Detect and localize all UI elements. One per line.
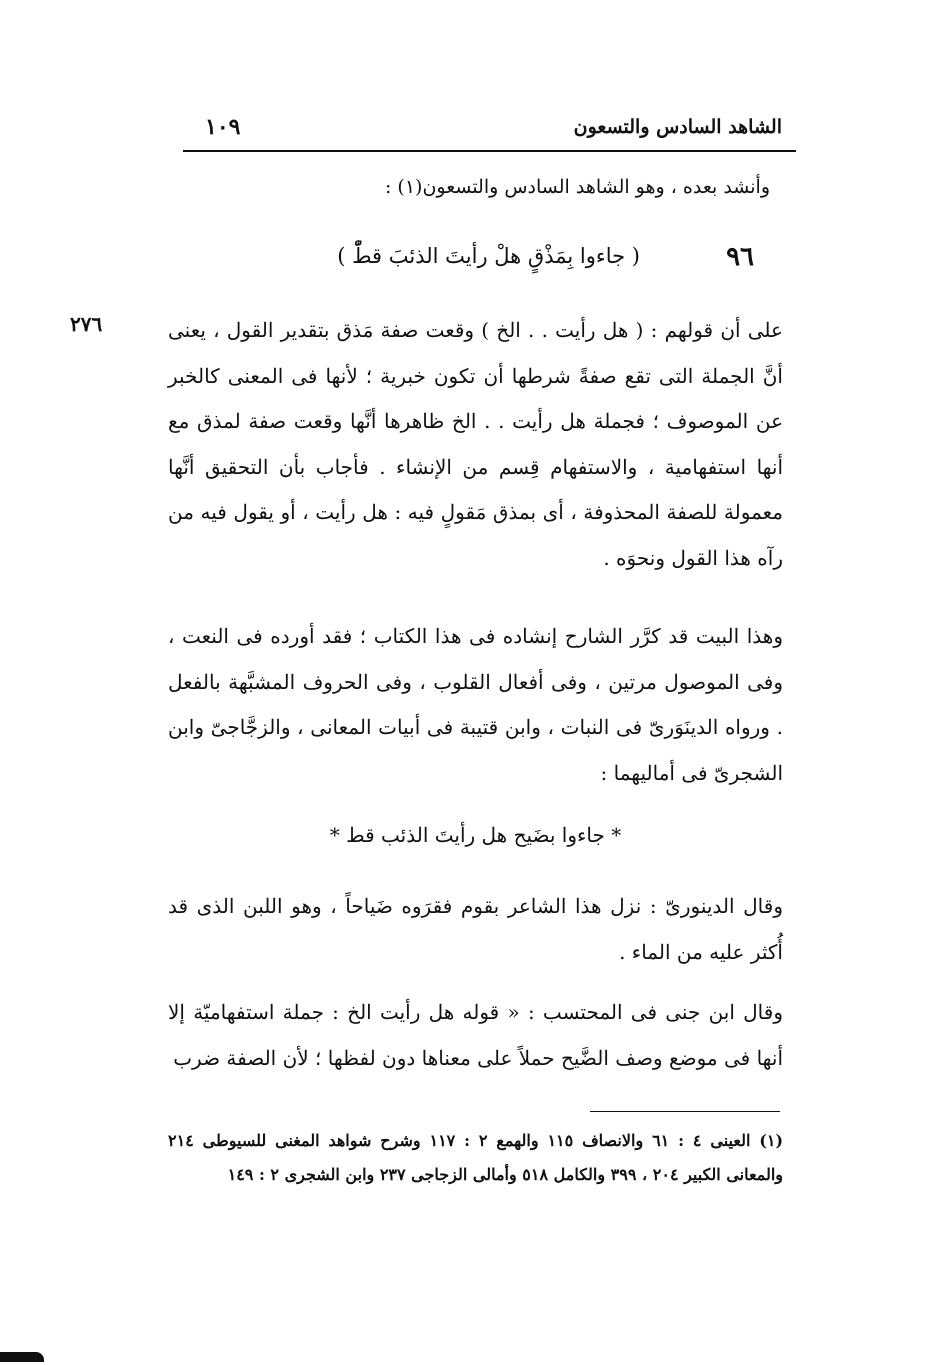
paragraph: وقال الدينورىّ : نزل هذا الشاعر بقوم فقرَوه ضَياحاً ، وهو اللبن الذى قد أُكثر عليه من الماء .: [168, 894, 783, 964]
verse-line: [320, 240, 760, 280]
running-title: الشاهد السادس والتسعون: [573, 116, 782, 138]
quoted-verse: * جاءوا بضَيح هل رأيتَ الذئب قط *: [329, 823, 622, 847]
header-rule: [183, 150, 796, 152]
scan-edge-mark: [0, 1352, 44, 1362]
margin-number: ٢٧٦: [70, 312, 103, 336]
verse-text: ( جاءوا بِمَذْقٍ هلْ رأيتَ الذئبَ قطّْ ): [337, 244, 640, 268]
footnote-rule: [590, 1111, 780, 1112]
paragraph: على أن قولهم : ( هل رأيت . . الخ ) وقعت صفة مَذق بتقدير القول ، يعنى أنَّ الجملة التى تقع صفةً شرطها أن تكون خبرية ؛ لأنها فى المعنى كالخبر عن الموصوف ؛ فجملة هل رأيت . . الخ ظاهرها أنَّها وقعت صفة لمذق مع أنها استفهامية ، والاستفهام قِسم من الإنشاء . فأجاب بأن التحقيق أنَّها معمولة للصفة المحذوفة ، أى بمذق مَقولٍ فيه : هل رأيت ، أو يقول فيه من رآه هذا القول ونحوَه .: [168, 318, 783, 570]
footnote: (١) العينى ٤ : ٦١ والانصاف ١١٥ والهمع ٢ : ١١٧ وشرح شواهد المغنى للسيوطى ٢١٤ والمعانى الكبير ٢٠٤ ، ٣٩٩ والكامل ٥١٨ وأمالى الزجاجى ٢٣٧ وابن الشجرى ٢ : ١٤٩: [168, 1131, 784, 1184]
verse-number: ٩٦: [726, 242, 754, 272]
paragraph: وقال ابن جنى فى المحتسب : « قوله هل رأيت الخ : جملة استفهاميّة إلا أنها فى موضع وصف الضَّيح حملاً على معناها دون لفظها ؛ لأن الصفة ضرب: [168, 1000, 783, 1070]
intro-line: وأنشد بعده ، وهو الشاهد السادس والتسعون(١) :: [384, 176, 770, 198]
paragraph: وهذا البيت قد كرَّر الشارح إنشاده فى هذا الكتاب ؛ فقد أورده فى النعت ، وفى الموصول مرتين ، وفى أفعال القلوب ، وفى الحروف المشبَّهة بالفعل . ورواه الدينَوَرىّ فى النبات ، وابن قتيبة فى أبيات المعانى ، والزجَّاجىّ وابن الشجرىّ فى أماليهما :: [168, 624, 783, 785]
page-number: ١٠٩: [205, 114, 241, 140]
page-header: [183, 112, 796, 150]
